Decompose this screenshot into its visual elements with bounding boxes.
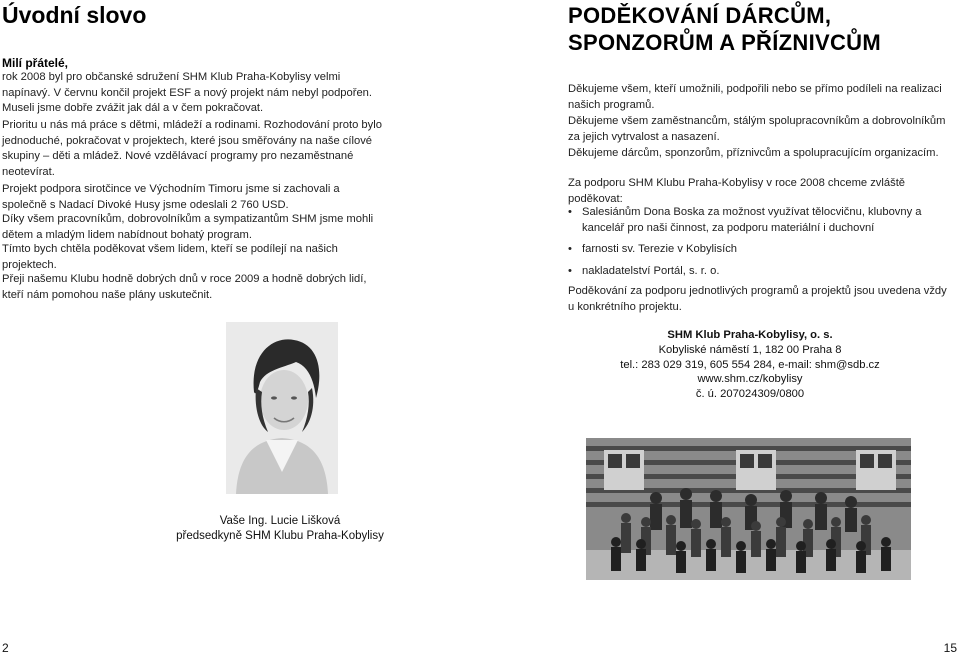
intro-paragraph-3: Projekt podpora sirotčince ve Východním Timoru jsme si zachovali a společně s Nadací Divoké Husy jsme odeslali 2 760 USD. <box>2 183 340 211</box>
greeting: Milí přátelé, <box>2 56 69 70</box>
group-photo <box>586 438 911 580</box>
thanks-paragraph-3: Děkujeme dárcům, sponzorům, příznivcům a spolupracujícím organizacím. <box>568 147 939 159</box>
signature-name: Vaše Ing. Lucie Lišková <box>219 515 341 527</box>
intro-paragraph-4: Díky všem pracovníkům, dobrovolníkům a sympatizantům SHM jsme mohli dětem a mladým lidem nabídnout bohatý program. <box>2 213 374 241</box>
list-item: • nakladatelství Portál, s. r. o. <box>568 264 956 280</box>
account-number: č. ú. 207024309/0800 <box>695 388 805 401</box>
contact-block <box>600 328 900 402</box>
page-number-right: 15 <box>943 641 957 655</box>
list-item: • Salesiánům Dona Boska za možnost využívat tělocvičnu, klubovny a kancelář pro naši činnost, za podporu materiální i duchovní <box>568 205 956 236</box>
phone-email: tel.: 283 029 319, 605 554 284, e-mail: shm@sdb.cz <box>620 358 880 371</box>
org-name: SHM Klub Praha-Kobylisy, o. s. <box>667 329 833 341</box>
thanks-list <box>568 205 956 285</box>
list-item: • farnosti sv. Terezie v Kobylisích <box>568 242 956 258</box>
thanks-paragraph-4: Za podporu SHM Klubu Praha-Kobylisy v roce 2008 chceme zvláště poděkovat: <box>568 177 906 205</box>
thanks-paragraph-2: Děkujeme všem zaměstnancům, stálým spolupracovníkům a dobrovolníkům za jejich vytrvalost a nasazení. <box>568 115 946 143</box>
website: www.shm.cz/kobylisy <box>697 373 803 386</box>
address: Kobyliské náměstí 1, 182 00 Praha 8 <box>658 343 842 356</box>
right-page <box>480 0 959 659</box>
group-image <box>586 438 911 580</box>
intro-paragraph-6: Přeji našemu Klubu hodně dobrých dnů v roce 2009 a hodně dobrých lidí, kteří nám pomohou naše plány uskutečnit. <box>2 273 367 301</box>
section-title: PODĚKOVÁNÍ DÁRCŮM, SPONZORŮM A PŘÍZNIVCŮM <box>568 3 881 55</box>
thanks-paragraph-1: Děkujeme všem, kteří umožnili, podpořili nebo se přímo podíleli na realizaci našich programů. <box>568 83 942 111</box>
intro-paragraph-2: Prioritu u nás má práce s dětmi, mládeží a rodinami. Rozhodování proto bylo jednoduché, pokračovat v projektech, které jsou směřovány na naše cílové skupiny – děti a mládež. Nové vzdělávací programy pro nezaměstnané neotevírat. <box>2 119 382 178</box>
portrait-photo <box>226 322 338 494</box>
intro-paragraph-5: Tímto bych chtěla poděkovat všem lidem, kteří se podílejí na našich projektech. <box>2 243 338 271</box>
portrait-image <box>226 322 338 494</box>
closing-paragraph: Poděkování za podporu jednotlivých programů a projektů jsou uvedena vždy u konkrétního projektu. <box>568 285 947 313</box>
intro-paragraph-1: rok 2008 byl pro občanské sdružení SHM Klub Praha-Kobylisy velmi napínavý. V červnu končil projekt ESF a nový projekt nám nebyl podpořen. Museli jsme dobře zvážit jak dál a v čem pokračovat. <box>2 71 373 114</box>
page-title: Úvodní slovo <box>2 2 147 28</box>
signature-role: předsedkyně SHM Klubu Praha-Kobylisy <box>176 530 384 542</box>
page-number-left: 2 <box>2 641 9 655</box>
